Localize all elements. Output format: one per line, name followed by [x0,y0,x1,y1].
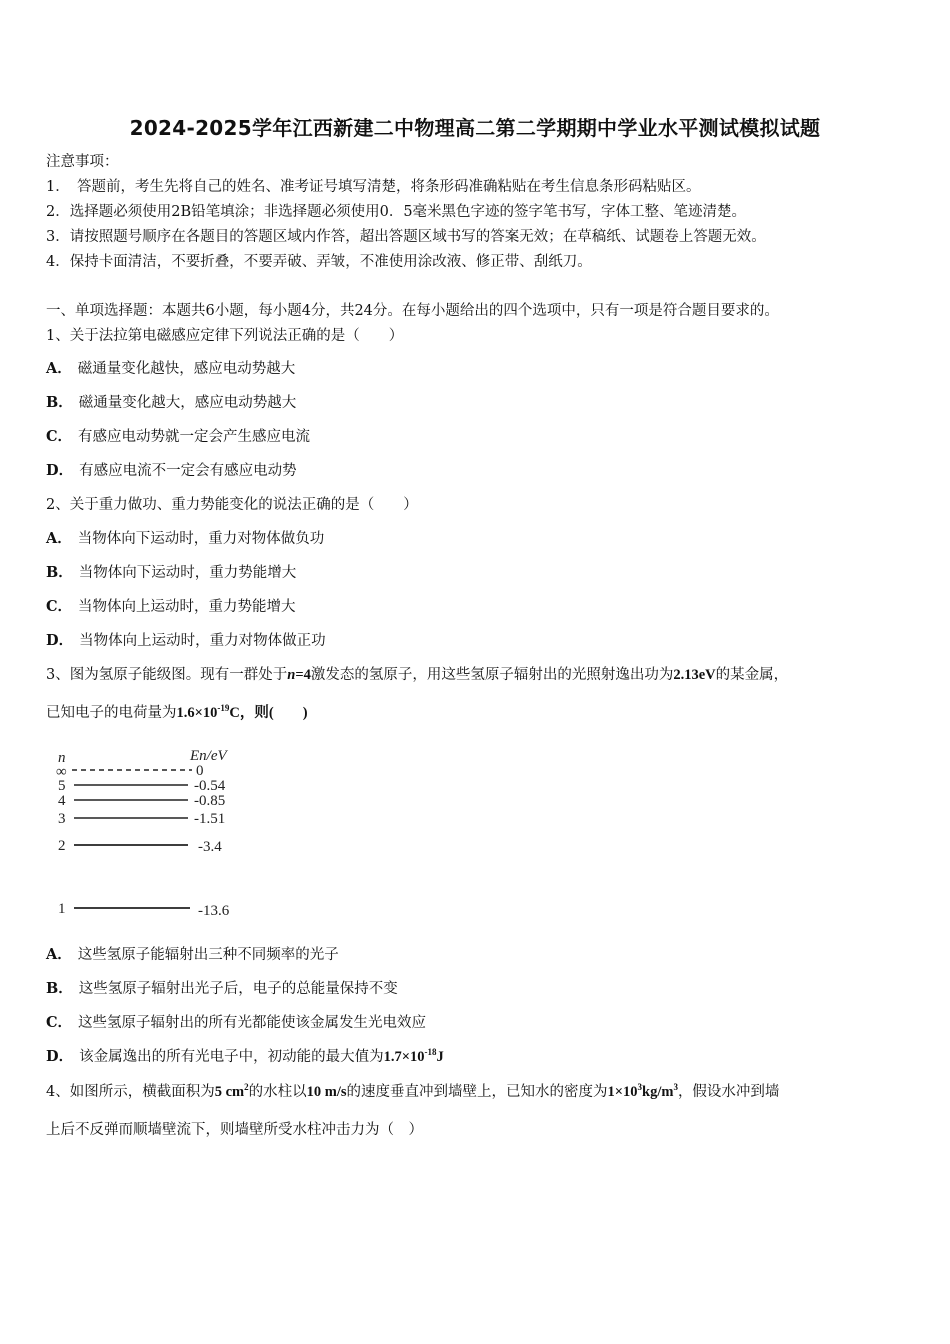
level-e-2: -3.4 [198,839,222,855]
q4-stem-part: 的速度垂直冲到墙壁上，已知水的密度为 [346,1084,608,1100]
option-text: 当物体向上运动时，重力对物体做正功 [79,633,326,649]
q4-stem-part: ，假设水冲到墙 [677,1084,780,1100]
option-letter: C． [46,598,73,615]
level-e-5: -0.54 [194,778,226,794]
q2-option-b [46,563,296,583]
q4-stem-part: 的水柱以 [248,1084,307,1100]
q3-option-c [46,1013,426,1033]
option-text: 当物体向下运动时，重力势能增大 [78,565,297,581]
option-text: 磁通量变化越大，感应电动势越大 [78,395,297,411]
option-letter: D． [46,1048,74,1065]
q1-option-d [46,461,297,481]
option-letter: C． [46,1014,73,1031]
q4-area: 5 cm [214,1084,245,1100]
notice-item-3: 3．请按照题号顺序在各题目的答题区域内作答，超出答题区域书写的答案无效；在草稿纸、试题卷上答题无效。 [46,229,766,245]
q4-stem-line2: 上后不反弹而顺墙壁流下，则墙壁所受水柱冲击力为（ ） [46,1122,423,1138]
option-text: 当物体向上运动时，重力势能增大 [78,599,296,615]
notice-heading: 注意事项： [46,154,119,170]
option-letter: A． [46,360,72,377]
q4-density-unit: kg/m [642,1084,674,1100]
q1-stem: 1、关于法拉第电磁感应定律下列说法正确的是（ ） [46,328,404,344]
level-n-2: 2 [58,838,66,854]
option-letter: B． [46,564,73,581]
level-e-4: -0.85 [194,793,226,809]
option-letter: D． [46,632,74,649]
option-text: 磁通量变化越快，感应电动势越大 [77,361,296,377]
level-n-4: 4 [58,793,66,809]
option-text: 有感应电动势就一定会产生感应电流 [78,429,311,445]
option-letter: D． [46,462,74,479]
q3-n-value: =4 [295,667,311,683]
energy-axis-label: En/eV [190,748,227,764]
q4-density-exponent: 3 [637,1082,643,1092]
q3-stem-end: C，则( ) [229,705,308,721]
level-n-1: 1 [58,901,66,917]
level-n-inf: ∞ [56,764,67,780]
level-n-5: 5 [58,778,66,794]
q3-charge-exponent: -19 [217,703,230,713]
q2-option-a [46,529,324,549]
q3-stem-part: 激发态的氢原子，用这些氢原子辐射出的光照射逸出功为 [310,667,674,683]
q3-work-function: 2.13eV [673,667,716,683]
q3-option-d [46,1047,444,1067]
q1-option-a [46,359,295,379]
q4-stem [46,1082,779,1102]
option-text: 该金属逸出的所有光电子中，初动能的最大值为 [79,1049,384,1065]
section-heading: 一、单项选择题：本题共6小题，每小题4分，共24分。在每小题给出的四个选项中，只有一项是符合题目要求的。 [46,303,779,319]
q4-unit-exponent: 3 [673,1082,678,1092]
option-exponent: -18 [424,1047,437,1057]
q4-area-exponent: 2 [244,1082,249,1092]
option-text: 这些氢原子能辐射出三种不同频率的光子 [77,947,339,963]
q3-stem-line2 [46,703,308,723]
q2-option-d [46,631,326,651]
q3-stem-part: 的某金属， [715,667,789,683]
q4-stem-part: 4、如图所示，横截面积为 [46,1084,215,1100]
q2-stem: 2、关于重力做功、重力势能变化的说法正确的是（ ） [46,497,418,513]
q2-option-c [46,597,296,617]
option-value: 1.7×10 [383,1049,425,1065]
q1-option-c [46,427,310,447]
notice-item-1: 1． 答题前，考生先将自己的姓名、准考证号填写清楚，将条形码准确粘贴在考生信息条形码粘贴区。 [46,179,701,195]
option-letter: C． [46,428,73,445]
option-letter: A． [46,530,72,547]
option-letter: A． [46,946,72,963]
option-letter: B． [46,394,73,411]
notice-item-4: 4．保持卡面清洁，不要折叠，不要弄破、弄皱，不准使用涂改液、修正带、刮纸刀。 [46,254,592,270]
q3-stem [46,665,788,685]
option-text: 这些氢原子辐射出光子后，电子的总能量保持不变 [78,981,398,997]
level-e-inf: 0 [196,763,204,779]
notice-item-2: 2．选择题必须使用2B铅笔填涂；非选择题必须使用0．5毫米黑色字迹的签字笔书写，字体工整、笔迹清楚。 [46,204,747,220]
level-n-3: 3 [58,811,66,827]
page-title: 2024-2025学年江西新建二中物理高二第二学期期中学业水平测试模拟试题 [129,116,821,140]
option-letter: B． [46,980,73,997]
q4-density: 1×10 [607,1084,638,1100]
q3-stem-part: 3、图为氢原子能级图。现有一群处于 [46,667,288,683]
level-e-1: -13.6 [198,903,230,919]
q3-option-a [46,945,339,965]
level-e-3: -1.51 [194,811,226,827]
q3-stem-part: 已知电子的电荷量为 [46,705,177,721]
option-unit: J [436,1049,444,1065]
q3-n-symbol: n [287,667,296,683]
option-text: 有感应电流不一定会有感应电动势 [79,463,297,479]
q4-speed: 10 m/s [306,1084,347,1100]
q3-charge-value: 1.6×10 [176,705,218,721]
n-axis-label: n [58,750,66,766]
energy-level-diagram [50,740,270,925]
option-text: 当物体向下运动时，重力对物体做负功 [77,531,325,547]
q3-option-b [46,979,398,999]
q1-option-b [46,393,296,413]
option-text: 这些氢原子辐射出的所有光都能使该金属发生光电效应 [78,1015,427,1031]
